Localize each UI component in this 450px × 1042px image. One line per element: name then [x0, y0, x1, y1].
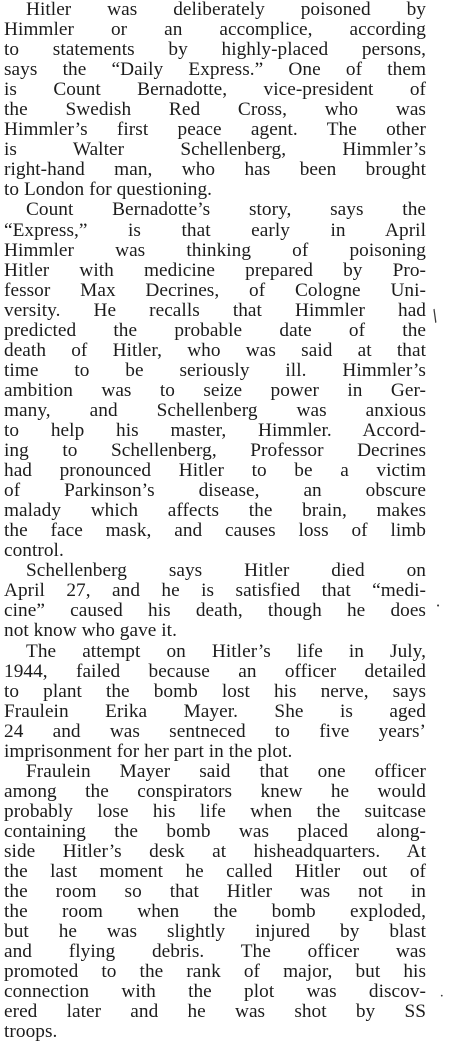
text-line: ambition was to seize power in Ger-	[4, 379, 426, 401]
article-paragraph	[4, 561, 426, 641]
text-line: connection with the plot was discov-	[4, 981, 426, 1003]
text-line: control.	[4, 540, 64, 562]
text-line: the room when the bomb exploded,	[4, 901, 426, 923]
text-line: cine” caused his death, though he does	[4, 600, 426, 622]
text-line: 1944, failed because an officer detailed	[4, 660, 426, 682]
text-line: had pronounced Hitler to be a victim	[4, 460, 426, 482]
text-line: imprisonment for her part in the plot.	[4, 740, 293, 762]
text-line: not know who gave it.	[4, 620, 177, 642]
text-line: versity. He recalls that Himmler had	[4, 299, 426, 321]
text-line: Fraulein Mayer said that one officer	[26, 760, 426, 782]
text-line: to plant the bomb lost his nerve, says	[4, 680, 426, 702]
text-line: April 27, and he is satisfied that “medi-	[4, 580, 426, 602]
text-line: time to be seriously ill. Himmler’s	[4, 359, 426, 381]
text-line: Schellenberg says Hitler died on	[26, 560, 426, 582]
text-line: Hitler with medicine prepared by Pro-	[4, 259, 426, 281]
text-line: says the “Daily Express.” One of them	[4, 59, 426, 81]
text-line: malady which affects the brain, makes	[4, 500, 426, 522]
margin-pencil-mark: /	[428, 305, 442, 326]
article-paragraph	[4, 762, 426, 1042]
text-line: promoted to the rank of major, but his	[4, 961, 426, 983]
text-line: but he was slightly injured by blast	[4, 921, 426, 943]
text-line: is Count Bernadotte, vice-president of	[4, 79, 426, 101]
print-speck: •	[436, 602, 441, 610]
text-line: Himmler was thinking of poisoning	[4, 239, 426, 261]
text-line: is Walter Schellenberg, Himmler’s	[4, 139, 426, 161]
text-line: Himmler’s first peace agent. The other	[4, 119, 426, 141]
text-line: Count Bernadotte’s story, says the	[26, 199, 426, 221]
text-line: troops.	[4, 1021, 58, 1042]
article-paragraph	[4, 200, 426, 561]
text-line: Himmler or an accomplice, according	[4, 19, 426, 41]
text-line: of Parkinson’s disease, an obscure	[4, 480, 426, 502]
text-line: 24 and was sentneced to five years’	[4, 720, 426, 742]
text-line: to help his master, Himmler. Accord-	[4, 419, 426, 441]
text-line: predicted the probable date of the	[4, 319, 426, 341]
text-line: death of Hitler, who was said at that	[4, 339, 426, 361]
print-speck: •	[440, 993, 444, 1000]
text-line: side Hitler’s desk at hisheadquarters. At	[4, 840, 426, 862]
text-line: the room so that Hitler was not in	[4, 881, 426, 903]
text-line: Fraulein Erika Mayer. She is aged	[4, 700, 426, 722]
article-paragraph	[4, 0, 426, 200]
text-line: the last moment he called Hitler out of	[4, 861, 426, 883]
article-paragraph	[4, 642, 426, 762]
text-line: the face mask, and causes loss of limb	[4, 520, 426, 542]
text-line: The attempt on Hitler’s life in July,	[26, 640, 426, 662]
text-line: containing the bomb was placed along-	[4, 820, 426, 842]
text-line: ered later and he was shot by SS	[4, 1001, 426, 1023]
text-line: Hitler was deliberately poisoned by	[26, 0, 426, 20]
text-line: the Swedish Red Cross, who was	[4, 99, 426, 121]
newspaper-clipping	[4, 0, 426, 1042]
text-line: probably lose his life when the suitcase	[4, 800, 426, 822]
text-line: right-hand man, who has been brought	[4, 159, 426, 181]
text-line: many, and Schellenberg was anxious	[4, 399, 426, 421]
text-line: to statements by highly-placed persons,	[4, 39, 426, 61]
text-line: ing to Schellenberg, Professor Decrines	[4, 440, 426, 462]
text-line: fessor Max Decrines, of Cologne Uni-	[4, 279, 426, 301]
text-line: “Express,” is that early in April	[4, 219, 426, 241]
text-line: to London for questioning.	[4, 179, 213, 201]
text-line: and flying debris. The officer was	[4, 941, 426, 963]
text-line: among the conspirators knew he would	[4, 780, 426, 802]
